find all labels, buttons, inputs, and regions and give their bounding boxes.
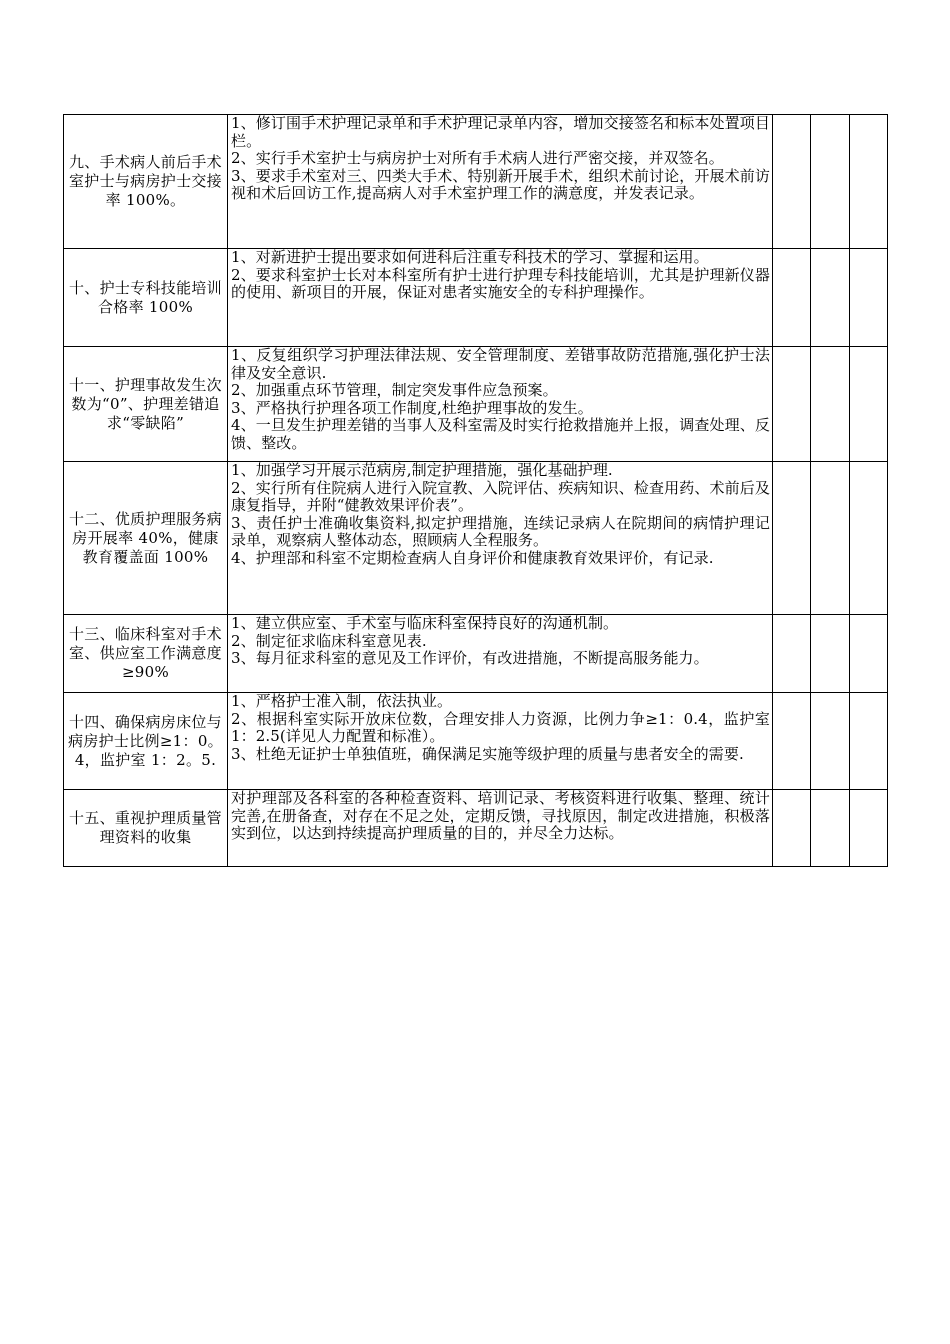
score-cell xyxy=(773,615,811,693)
score-cell xyxy=(811,249,850,347)
measures-cell xyxy=(228,615,773,693)
score-cell xyxy=(811,790,850,867)
table-row xyxy=(64,115,888,249)
measure-line: 3、要求手术室对三、四类大手术、特别新开展手术，组织术前讨论，开展术前访视和术后回访工作,提高病人对手术室护理工作的满意度，并发表记录。 xyxy=(231,166,770,203)
score-cell xyxy=(773,790,811,867)
table-row xyxy=(64,347,888,462)
measure-line: 2、制定征求临床科室意见表. xyxy=(231,631,427,650)
score-cell xyxy=(773,249,811,347)
measure-line: 2、要求科室护士长对本科室所有护士进行护理专科技能培训，尤其是护理新仪器的使用、新项目的开展，保证对患者实施安全的专科护理操作。 xyxy=(231,265,770,302)
measure-line: 3、每月征求科室的意见及工作评价，有改进措施，不断提高服务能力。 xyxy=(231,649,709,668)
measure-line: 1、加强学习开展示范病房,制定护理措施，强化基础护理. xyxy=(231,461,613,479)
table-row xyxy=(64,615,888,693)
measures-cell xyxy=(228,115,773,249)
measure-line: 3、责任护士准确收集资料,拟定护理措施，连续记录病人在院期间的病情护理记录单，观察病人整体动态，照顾病人全程服务。 xyxy=(231,513,770,550)
score-cell xyxy=(811,462,850,615)
measure-line: 1、建立供应室、手术室与临床科室保持良好的沟通机制。 xyxy=(231,614,619,632)
plan-table xyxy=(63,114,888,867)
score-cell xyxy=(850,115,888,249)
score-cell xyxy=(850,615,888,693)
score-cell xyxy=(811,347,850,462)
table-row xyxy=(64,462,888,615)
measure-line: 2、加强重点环节管理，制定突发事件应急预案。 xyxy=(231,381,558,400)
score-cell xyxy=(850,347,888,462)
item-cell: 十、护士专科技能培训合格率 100% xyxy=(64,249,228,347)
score-cell xyxy=(811,115,850,249)
item-cell: 十一、护理事故发生次数为“0”、护理差错追求“零缺陷” xyxy=(64,347,228,462)
measure-line: 1、反复组织学习护理法律法规、安全管理制度、差错事故防范措施,强化护士法律及安全意识. xyxy=(231,346,770,382)
score-cell xyxy=(850,249,888,347)
measures-cell xyxy=(228,347,773,462)
score-cell xyxy=(773,347,811,462)
score-cell xyxy=(850,693,888,790)
item-cell: 十二、优质护理服务病房开展率 40%，健康教育覆盖面 100% xyxy=(64,462,228,615)
measure-line: 2、实行所有住院病人进行入院宣教、入院评估、疾病知识、检查用药、术前后及康复指导，并附“健教效果评价表”。 xyxy=(231,478,770,515)
item-cell: 十四、确保病房床位与病房护士比例≥1：0。4，监护室 1：2。5. xyxy=(64,693,228,790)
measures-cell xyxy=(228,249,773,347)
measure-line: 3、杜绝无证护士单独值班，确保满足实施等级护理的质量与患者安全的需要. xyxy=(231,744,744,763)
table-row xyxy=(64,249,888,347)
measure-line: 4、一旦发生护理差错的当事人及科室需及时实行抢救措施并上报，调查处理、反馈、整改。 xyxy=(231,416,770,452)
score-cell xyxy=(811,615,850,693)
item-cell: 十五、重视护理质量管理资料的收集 xyxy=(64,790,228,867)
score-cell xyxy=(773,693,811,790)
measure-line: 4、护理部和科室不定期检查病人自身评价和健康教育效果评价，有记录. xyxy=(231,548,714,567)
measure-line: 1、对新进护士提出要求如何进科后注重专科技术的学习、掌握和运用。 xyxy=(231,248,709,266)
score-cell xyxy=(773,115,811,249)
measures-cell xyxy=(228,462,773,615)
table-row xyxy=(64,790,888,867)
score-cell xyxy=(850,790,888,867)
table-row xyxy=(64,693,888,790)
item-cell: 九、手术病人前后手术室护士与病房护士交接率 100%。 xyxy=(64,115,228,249)
measure-line: 1、严格护士准入制，依法执业。 xyxy=(231,692,453,710)
score-cell xyxy=(811,693,850,790)
measures-cell xyxy=(228,693,773,790)
measure-line: 1、修订围手术护理记录单和手术护理记录单内容，增加交接签名和标本处置项目栏。 xyxy=(231,114,770,150)
measure-line: 3、严格执行护理各项工作制度,杜绝护理事故的发生。 xyxy=(231,398,593,417)
measure-line: 2、实行手术室护士与病房护士对所有手术病人进行严密交接，并双签名。 xyxy=(231,149,724,168)
score-cell xyxy=(773,462,811,615)
measure-line: 对护理部及各科室的各种检查资料、培训记录、考核资料进行收集、整理、统计完善,在册备查，对存在不足之处，定期反馈，寻找原因，制定改进措施，积极落实到位，以达到持续提高护理质量的目的，并尽全力达标。 xyxy=(231,789,770,843)
item-cell: 十三、临床科室对手术室、供应室工作满意度≥90% xyxy=(64,615,228,693)
measures-cell xyxy=(228,790,773,867)
score-cell xyxy=(850,462,888,615)
measure-line: 2、根据科室实际开放床位数，合理安排人力资源，比例力争≥1：0.4，监护室 1：2.5(详见人力配置和标准）。 xyxy=(231,709,770,746)
